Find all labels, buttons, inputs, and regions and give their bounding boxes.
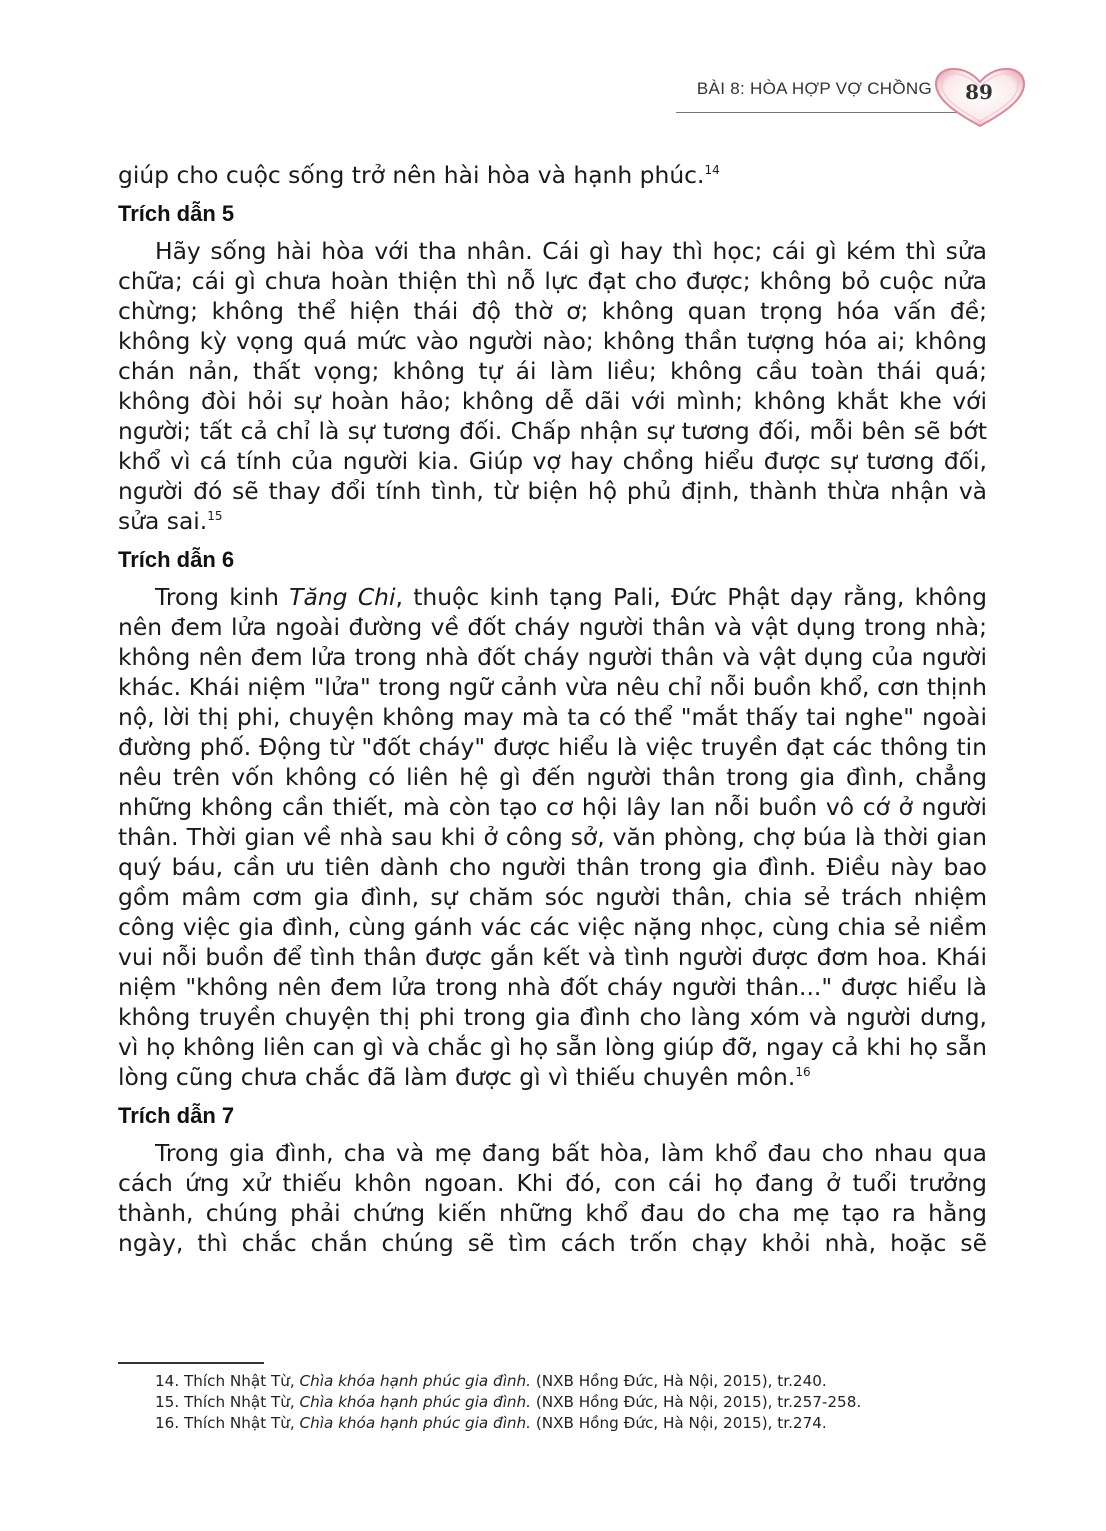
- footnote-16: 16. Thích Nhật Từ, Chìa khóa hạnh phúc gia đình. (NXB Hồng Đức, Hà Nội, 2015), tr.274.: [155, 1413, 827, 1432]
- quote-paragraph-7: Trong gia đình, cha và mẹ đang bất hòa, làm khổ đau cho nhau qua cách ứng xử thiếu khôn ngoan. Khi đó, con cái họ đang ở tuổi trưởng thành, chúng phải chứng kiến những khổ đau do cha mẹ tạo ra hằng ngày, thì chắc chắn chúng sẽ tìm cách trốn chạy khỏi nhà, hoặc sẽ: [118, 1139, 987, 1257]
- chapter-title: BÀI 8: HÒA HỢP VỢ CHỒNG: [696, 79, 932, 98]
- footnotes: [118, 1362, 987, 1434]
- header-rule: [676, 112, 962, 113]
- quote-heading-6: Trích dẫn 6: [118, 547, 235, 572]
- sutra-title: Tăng Chi: [289, 583, 396, 611]
- footnote-rule: [118, 1362, 264, 1364]
- footnote-ref-15: 15: [207, 509, 223, 524]
- quote-paragraph-5: Hãy sống hài hòa với tha nhân. Cái gì hay thì học; cái gì kém thì sửa chữa; cái gì chưa hoàn thiện thì nỗ lực đạt cho được; không bỏ cuộc nửa chừng; không thể hiện thái độ thờ ơ; không quan trọng hóa vấn đề; không kỳ vọng quá mức vào người nào; không thần tượng hóa ai; không chán nản, thất vọng; không tự ái làm liều; không cầu toàn thái quá; không đòi hỏi sự hoàn hảo; không dễ dãi với mình; không khắt khe với người; tất cả chỉ là sự tương đối. Chấp nhận sự tương đối, mỗi bên sẽ bớt khổ vì cá tính của người kia. Giúp vợ hay chồng hiểu được sự tương đối, người đó sẽ thay đổi tính tình, từ biện hộ phủ định, thành thừa nhận và sửa sai.$^{15}$: [118, 237, 987, 535]
- page-number: 89: [965, 80, 993, 104]
- quote-paragraph-6: Trong kinh Tăng Chi, thuộc kinh tạng Pali, Đức Phật dạy rằng, không nên đem lửa ngoài đường về đốt cháy người thân và vật dụng trong nhà; không nên đem lửa trong nhà đốt cháy người thân và vật dụng của người khác. Khái niệm "lửa" trong ngữ cảnh vừa nêu chỉ nỗi buồn khổ, cơn thịnh nộ, lời thị phi, chuyện không may mà ta có thể "mắt thấy tai nghe" ngoài đường phố. Động từ "đốt cháy" được hiểu là việc truyền đạt các thông tin nêu trên vốn không có liên hệ gì đến người thân trong gia đình, chẳng những không cần thiết, mà còn tạo cơ hội lây lan nỗi buồn vô cớ ở người thân. Thời gian về nhà sau khi ở công sở, văn phòng, chợ búa là thời gian quý báu, cần ưu tiên dành cho người thân trong gia đình. Điều này bao gồm mâm cơm gia đình, sự chăm sóc người thân, chia sẻ trách nhiệm công việc gia đình, cùng gánh vác các việc nặng nhọc, cùng chia sẻ niềm vui nỗi buồn để tình thân được gắn kết và tình người được đơm hoa. Khái niệm "không nên đem lửa trong nhà đốt cháy người thân..." được hiểu là không truyền chuyện thị phi trong gia đình cho làng xóm và người dưng, vì họ không liên can gì và chắc gì họ sẵn lòng giúp đỡ, ngay cả khi họ sẵn lòng cũng chưa chắc đã làm được gì vì thiếu chuyên môn.$^{16}$: [118, 583, 988, 1091]
- running-header: [0, 66, 1106, 136]
- body-text: [118, 160, 987, 1258]
- continuation-paragraph: giúp cho cuộc sống trở nên hài hòa và hạnh phúc.$^{14}$: [118, 161, 720, 189]
- footnote-ref-14: 14: [704, 163, 720, 178]
- footnote-15: 15. Thích Nhật Từ, Chìa khóa hạnh phúc gia đình. (NXB Hồng Đức, Hà Nội, 2015), tr.257-258.: [155, 1392, 862, 1411]
- footnote-14: 14. Thích Nhật Từ, Chìa khóa hạnh phúc gia đình. (NXB Hồng Đức, Hà Nội, 2015), tr.240.: [155, 1371, 827, 1390]
- footnote-ref-16: 16: [795, 1065, 811, 1080]
- quote-heading-7: Trích dẫn 7: [118, 1103, 235, 1128]
- quote-heading-5: Trích dẫn 5: [118, 201, 235, 226]
